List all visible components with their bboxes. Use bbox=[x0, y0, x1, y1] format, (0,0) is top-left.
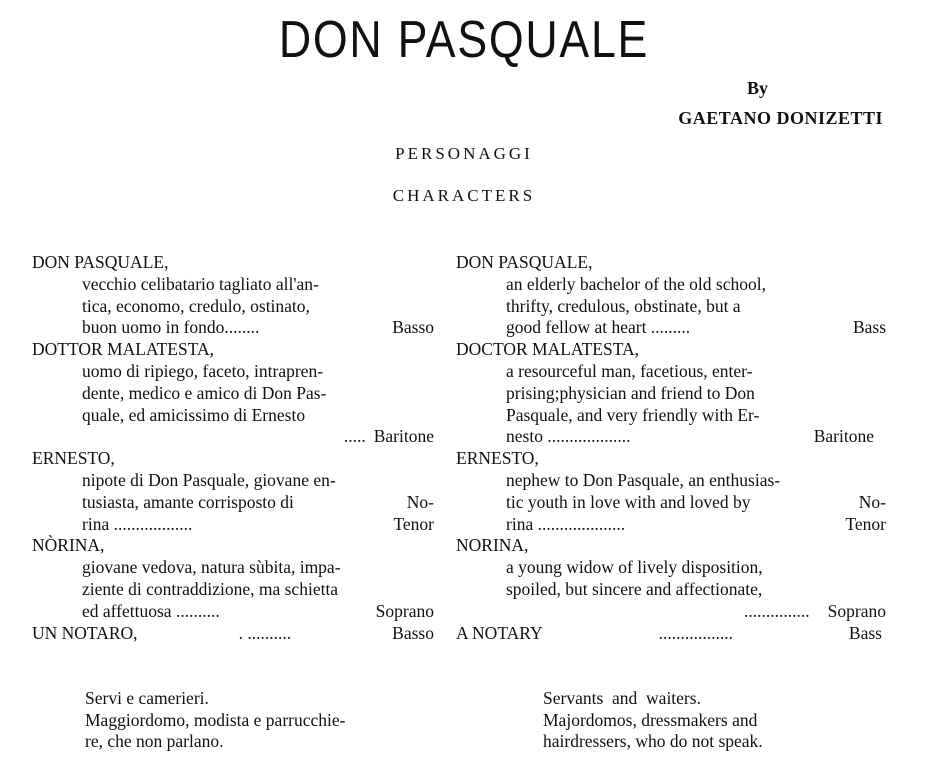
character-description: ziente di contraddizione, ma schietta bbox=[82, 578, 339, 599]
character-description: ed affettuosa .......... bbox=[82, 600, 220, 621]
voice-type: Basso bbox=[392, 622, 434, 643]
character-name: NÒRINA, bbox=[32, 535, 105, 556]
character-description: vecchio celibatario tagliato all'an- bbox=[82, 273, 319, 294]
character-description: giovane vedova, natura sùbita, impa- bbox=[82, 557, 341, 578]
character-voice-row bbox=[456, 514, 886, 536]
english-cast-list bbox=[456, 252, 886, 644]
character-description-row bbox=[456, 492, 886, 514]
character-voice-row bbox=[456, 317, 886, 339]
by-label: By bbox=[746, 78, 768, 98]
dot-leader: . .......... bbox=[238, 622, 292, 643]
character-description: tusiasta, amante corrisposto di bbox=[82, 491, 294, 512]
character-voice-row bbox=[32, 317, 434, 339]
character-description: thrifty, credulous, obstinate, but a bbox=[506, 295, 741, 316]
voice-type: Basso bbox=[392, 317, 434, 338]
character-name: DON PASQUALE, bbox=[456, 252, 593, 272]
character-description: tic youth in love with and loved by bbox=[506, 491, 751, 512]
character-description: dente, medico e amico di Don Pas- bbox=[82, 382, 327, 403]
heading-italian: PERSONAGGI bbox=[395, 144, 533, 163]
dot-leader: ..... bbox=[343, 426, 366, 447]
character-description: rina .................... bbox=[506, 513, 626, 534]
character-name: DOCTOR MALATESTA, bbox=[456, 339, 640, 360]
voice-type: Bass bbox=[852, 317, 886, 338]
character-description: Pasquale, and very friendly with Er- bbox=[506, 404, 760, 425]
character-description: a resourceful man, facetious, enter- bbox=[506, 360, 753, 381]
character-voice-row bbox=[32, 514, 434, 536]
voice-type: Soprano bbox=[375, 600, 434, 621]
character-description: quale, ed amicissimo di Ernesto bbox=[82, 404, 306, 425]
character-description: buon uomo in fondo........ bbox=[82, 317, 260, 338]
character-description: nipote di Don Pasquale, giovane en- bbox=[82, 469, 336, 490]
character-description: rina .................. bbox=[82, 513, 193, 534]
extras-line: hairdressers, who do not speak. bbox=[543, 731, 763, 751]
character-description: prising;physician and friend to Don bbox=[506, 382, 755, 403]
character-name: ERNESTO, bbox=[32, 448, 115, 469]
character-voice-row bbox=[456, 623, 886, 645]
character-description: good fellow at heart ......... bbox=[506, 317, 691, 338]
italian-cast-list bbox=[32, 252, 434, 644]
character-description: spoiled, but sincere and affectionate, bbox=[506, 578, 763, 599]
character-voice-row bbox=[32, 601, 434, 623]
dot-leader: ................. bbox=[658, 622, 733, 643]
voice-type: Baritone bbox=[373, 426, 434, 447]
extras-line: Servi e camerieri. bbox=[85, 688, 209, 708]
voice-type: Baritone bbox=[813, 426, 874, 447]
character-description: nephew to Don Pasquale, an enthusias- bbox=[506, 469, 781, 490]
english-extras bbox=[543, 688, 903, 753]
voice-type: Bass bbox=[848, 622, 882, 643]
character-name: NORINA, bbox=[456, 535, 529, 556]
character-voice-row bbox=[456, 601, 886, 623]
character-name: A NOTARY bbox=[456, 622, 543, 643]
composer-name: GAETANO DONIZETTI bbox=[678, 108, 883, 128]
character-description: tica, economo, credulo, ostinato, bbox=[82, 295, 310, 316]
extras-line: re, che non parlano. bbox=[85, 731, 224, 751]
character-description-row bbox=[32, 492, 434, 514]
character-description: an elderly bachelor of the old school, bbox=[506, 273, 766, 294]
heading-english: CHARACTERS bbox=[392, 186, 536, 205]
character-description: No- bbox=[858, 491, 886, 512]
character-description: No- bbox=[406, 491, 434, 512]
character-description: uomo di ripiego, faceto, intrapren- bbox=[82, 360, 324, 381]
voice-type: Soprano bbox=[827, 600, 886, 621]
character-description: a young widow of lively disposition, bbox=[506, 557, 763, 578]
character-name: ERNESTO, bbox=[456, 448, 539, 469]
character-description: nesto ................... bbox=[506, 426, 631, 447]
extras-line: Servants and waiters. bbox=[543, 688, 701, 708]
opera-title: DON PASQUALE bbox=[278, 11, 650, 69]
extras-line: Maggiordomo, modista e parrucchie- bbox=[85, 709, 346, 730]
character-voice-row bbox=[32, 623, 434, 645]
extras-line: Majordomos, dressmakers and bbox=[543, 709, 758, 730]
character-name: DON PASQUALE, bbox=[32, 252, 169, 272]
character-voice-row bbox=[32, 426, 434, 448]
voice-type: Tenor bbox=[845, 513, 886, 534]
character-name: UN NOTARO, bbox=[32, 622, 138, 643]
voice-type: Tenor bbox=[393, 513, 434, 534]
character-name: DOTTOR MALATESTA, bbox=[32, 339, 215, 360]
dot-leader: ............... bbox=[744, 600, 810, 621]
italian-extras bbox=[85, 688, 465, 753]
character-voice-row bbox=[456, 426, 886, 448]
